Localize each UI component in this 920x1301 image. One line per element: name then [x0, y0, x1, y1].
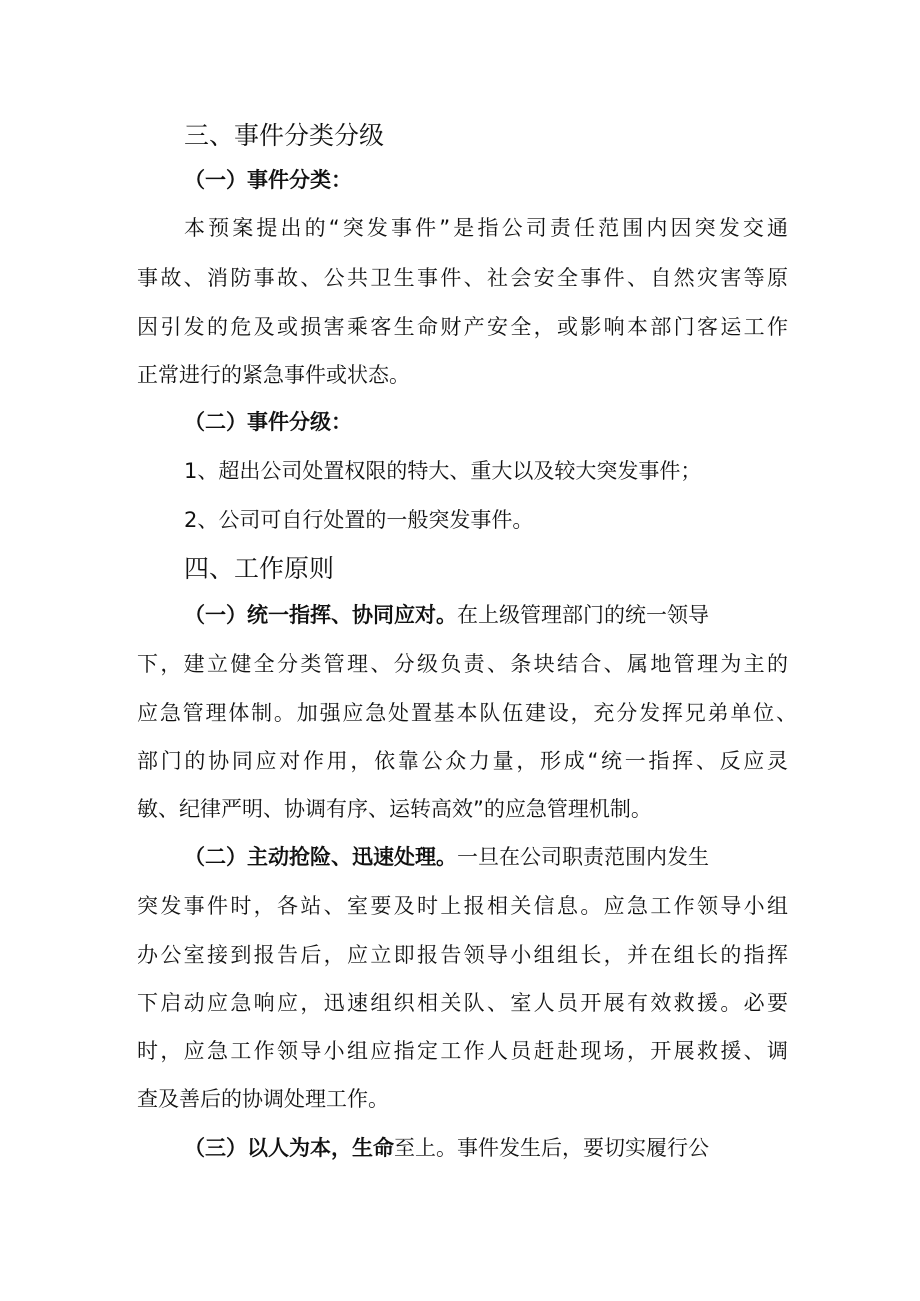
- principle-1-text: 在上级管理部门的统一领导: [457, 603, 709, 627]
- principle-2-line-6: 查及善后的协调处理工作。: [137, 1087, 389, 1111]
- para-1-line-1: 本预案提出的“突发事件”是指公司责任范围内因突发交通: [184, 216, 788, 240]
- principle-2-text: 一旦在公司职责范围内发生: [457, 845, 709, 869]
- principle-3-lead: （三）以人为本，生命: [184, 1136, 394, 1160]
- para-1-line-4: 正常进行的紧急事件或状态。: [137, 363, 410, 387]
- principle-3-line-1: [184, 1132, 709, 1162]
- para-1-line-3: 因引发的危及或损害乘客生命财产安全，或影响本部门客运工作: [137, 315, 788, 339]
- principle-2-line-1: [184, 841, 709, 871]
- principle-1-line-4: 部门的协同应对作用，依靠公众力量，形成“统一指挥、反应灵: [137, 749, 788, 773]
- list-item-2: 2、公司可自行处置的一般突发事件。: [184, 508, 534, 532]
- list-item-1: 1、超出公司处置权限的特大、重大以及较大突发事件；: [184, 459, 702, 483]
- section-3-heading: 三、事件分类分级: [184, 121, 385, 150]
- principle-1-lead: （一）统一指挥、协同应对。: [184, 603, 457, 627]
- principle-1-line-1: [184, 599, 709, 629]
- principle-2-lead: （二）主动抢险、迅速处理。: [184, 845, 457, 869]
- para-1-line-2: 事故、消防事故、公共卫生事件、社会安全事件、自然灾害等原: [137, 266, 788, 290]
- principle-2-line-4: 下启动应急响应，迅速组织相关队、室人员开展有效救援。必要: [137, 991, 788, 1015]
- principle-2-line-3: 办公室接到报告后，应立即报告领导小组组长，并在组长的指挥: [137, 943, 788, 967]
- principle-1-line-3: 应急管理体制。加强应急处置基本队伍建设，充分发挥兄弟单位、: [137, 701, 797, 725]
- principle-3-text: 至上。事件发生后，要切实履行公: [394, 1136, 709, 1160]
- principle-2-line-5: 时，应急工作领导小组应指定工作人员赶赴现场，开展救援、调: [137, 1039, 788, 1063]
- principle-2-line-2: 突发事件时，各站、室要及时上报相关信息。应急工作领导小组: [137, 894, 788, 918]
- section-3-sub-2: （二）事件分级：: [184, 410, 352, 434]
- principle-1-line-5: 敏、纪律严明、协调有序、运转高效”的应急管理机制。: [137, 797, 652, 821]
- section-4-heading: 四、工作原则: [184, 554, 335, 583]
- section-3-sub-1: （一）事件分类：: [184, 168, 352, 192]
- principle-1-line-2: 下，建立健全分类管理、分级负责、条块结合、属地管理为主的: [137, 652, 788, 676]
